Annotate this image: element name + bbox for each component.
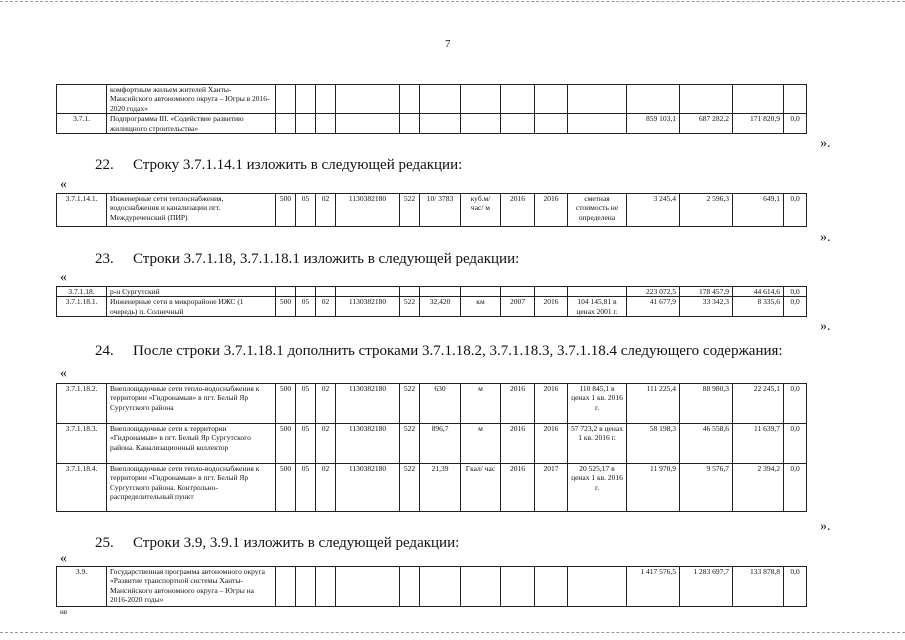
top-scan-edge — [0, 1, 905, 2]
item-text: Строки 3.9, 3.9.1 изложить в следующей редакции: — [133, 535, 460, 551]
closing-quote: ». — [820, 319, 831, 334]
item-number: 25. — [95, 535, 114, 551]
table-rows-3-7-1-18-new — [56, 383, 807, 512]
table-row: 3.7.1.18.2. Внеплощадочные сети тепло-водоснабжения к территории «Гидронамыв» в пгт. Белый Яр Сургутского района 500 05 02 1130382180 522 630 м 2016 2016 110 845,1 в ценах 1 кв. 2016 г. 111 225,4 88 980,3 22 245,1 0,0 — [57, 384, 807, 424]
item-text: Строки 3.7.1.18, 3.7.1.18.1 изложить в следующей редакции: — [133, 251, 520, 267]
opening-quote: « — [60, 177, 67, 192]
opening-quote: « — [60, 270, 67, 285]
item-number: 24. — [95, 343, 114, 359]
closing-quote: ». — [820, 136, 831, 151]
item-number: 22. — [95, 157, 114, 173]
opening-quote: « — [60, 366, 67, 381]
item-text: После строки 3.7.1.18.1 дополнить строками 3.7.1.18.2, 3.7.1.18.3, 3.7.1.18.4 следующего содержания: — [133, 343, 783, 359]
page-number: 7 — [445, 38, 451, 50]
item-number: 23. — [95, 251, 114, 267]
table-row: 3.7.1.14.1. Инженерные сети теплоснабжения, водоснабжения и канализации пгт. Междуреченский (ПИР) 500 05 02 1130382180 522 10/ 3783 куб.м/ час/ м 2016 2016 сметная стоимость не определена 3 245,4 2 596,3 649,1 0,0 — [57, 194, 807, 227]
table-row: 3.7.1.18.1. Инженерные сети в микрорайоне ИЖС (1 очередь) п. Солнечный 500 05 02 1130382180 522 32,420 км 2007 2016 104 145,81 в ценах 2001 г. 41 677,9 33 342,3 8 335,6 0,0 — [57, 297, 807, 317]
table-row: 3.7.1.18.4. Внеплощадочные сети тепло-водоснабжения к территории «Гидронамыв» в пгт. Белый Яр Сургутского района. Контрольно-распределительный пункт 500 05 02 1130382180 522 21,39 Гкал/ час 2016 2017 20 525,17 в ценах 1 кв. 2016 г. 11 970,9 9 576,7 2 394,2 0,0 — [57, 464, 807, 512]
closing-quote: ». — [820, 519, 831, 534]
footer-mark: нв — [60, 608, 68, 616]
item-text: Строку 3.7.1.14.1 изложить в следующей редакции: — [133, 157, 463, 173]
opening-quote: « — [60, 551, 67, 566]
closing-quote: ». — [820, 230, 831, 245]
bottom-scan-edge — [0, 632, 905, 633]
table-row: 3.7.1.18. р-н Сургутский 223 072,5 178 457,9 44 614,6 0,0 — [57, 287, 807, 297]
instruction-heading — [95, 251, 519, 268]
instruction-heading — [95, 157, 462, 174]
table-row: комфортным жильем жителей Ханты-Мансийского автономного округа – Югры в 2016-2020 годах» — [57, 85, 807, 114]
table-row: 3.7.1.18.3. Внеплощадочные сети к территории «Гидронамыв» в пгт. Белый Яр Сургутского района. Канализационный коллектор 500 05 02 1130382180 522 896,7 м 2016 2016 57 723,2 в ценах 1 кв. 2016 г. 58 198,3 46 558,6 11 639,7 0,0 — [57, 424, 807, 464]
table-rows-3-7-1-18 — [56, 286, 807, 317]
instruction-heading — [95, 535, 459, 552]
table-row: 3.7.1. Подпрограмма III. «Содействие развитию жилищного строительства» 859 103,1 687 282,2 171 820,9 0,0 — [57, 114, 807, 134]
instruction-heading — [95, 343, 783, 360]
table-row-3-7-1-14-1 — [56, 193, 807, 227]
table-row-3-9 — [56, 566, 807, 607]
table-continuation — [56, 84, 807, 134]
table-row: 3.9. Государственная программа автономного округа «Развитие транспортной системы Ханты-Мансийского автономного округа – Югры на 2016-2020 годы» 1 417 576,5 1 283 697,7 133 878,8 0,0 — [57, 567, 807, 607]
